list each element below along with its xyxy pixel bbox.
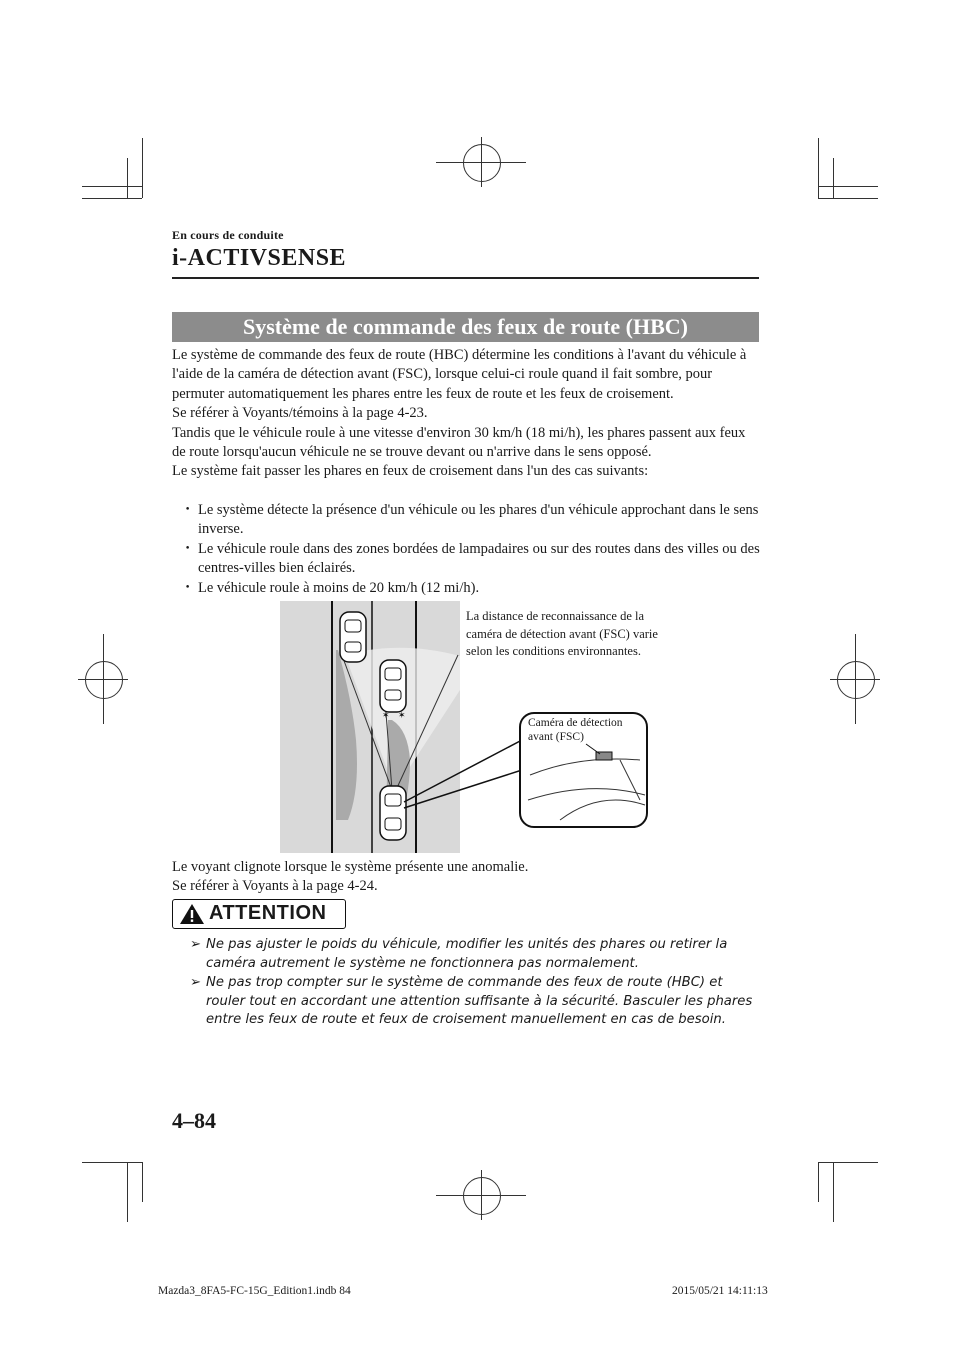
oncoming-vehicle	[340, 612, 366, 662]
page-title: Système de commande des feux de route (HBC)	[172, 312, 759, 342]
attention-item-text: Ne pas ajuster le poids du véhicule, modifier les unités des phares ou retirer la caméra autrement le système ne fonctionnera pas normalement.	[206, 937, 728, 971]
bullet-icon: ･	[184, 579, 192, 596]
camera-label: Caméra de détection avant (FSC)	[528, 717, 623, 743]
arrow-bullet-icon: ➢	[190, 937, 202, 952]
bullet-icon: ･	[184, 502, 192, 518]
page-number: 4–84	[172, 1108, 216, 1133]
anomaly-paragraph: Le voyant clignote lorsque le système présente une anomalie.	[172, 859, 529, 875]
list-item-text: Le véhicule roule à moins de 20 km/h (12 mi/h).	[198, 579, 480, 596]
section-label: En cours de conduite	[172, 228, 284, 242]
list-item	[190, 974, 762, 1030]
warning-icon	[179, 903, 205, 925]
bullet-icon: ･	[184, 540, 192, 557]
chapter-title: i-ACTIVSENSE	[172, 245, 347, 271]
list-item	[190, 936, 762, 973]
attention-item-text: Ne pas trop compter sur le système de commande des feux de route (HBC) et rouler tout en accordant une attention suffisante à la sécurité. Basculer les phares entre les feux de route et feux de croisement manuellement en cas de besoin.	[206, 975, 753, 1027]
footer-filename: Mazda3_8FA5-FC-15G_Edition1.indb 84	[158, 1285, 351, 1297]
intro-paragraph-2: Tandis que le véhicule roule à une vitesse d'environ 30 km/h (18 mi/h), les phares passent aux feux de route lorsqu'aucun véhicule ne se trouve devant ou n'arrive dans le sens opposé.	[172, 424, 746, 461]
anomaly-text	[172, 858, 762, 897]
attention-label: ATTENTION	[209, 902, 327, 924]
intro-paragraph-1: Le système de commande des feux de route (HBC) détermine les conditions à l'avant du véhicule à l'aide de la caméra de détection avant (FSC), lorsque celui-ci roule quand il fait sombre, pour permuter automatiquement les phares entre les feux de route et les feux de croisement.	[172, 347, 747, 402]
intro-paragraph-3: Le système fait passer les phares en feux de croisement dans l'un des cas suivants:	[172, 463, 649, 480]
own-vehicle	[380, 786, 406, 840]
preceding-vehicle	[380, 660, 406, 720]
arrow-bullet-icon: ➢	[190, 975, 202, 990]
footer-timestamp: 2015/05/21 14:11:13	[672, 1285, 768, 1297]
list-item-text: Le véhicule roule dans des zones bordées de lampadaires ou sur des routes dans des villes ou des centres-villes bien éclairés.	[198, 540, 760, 577]
attention-badge	[172, 899, 346, 929]
svg-text:✶: ✶	[382, 710, 390, 720]
list-item-text: Le système détecte la présence d'un véhicule ou les phares d'un véhicule approchant dans le sens inverse.	[198, 502, 759, 538]
attention-list	[190, 936, 762, 1031]
figure-caption: La distance de reconnaissance de la caméra de détection avant (FSC) varie selon les conditions environnantes.	[466, 609, 658, 658]
svg-text:✶: ✶	[398, 710, 406, 720]
intro-reference-link[interactable]: Se référer à Voyants/témoins à la page 4-23.	[172, 405, 428, 422]
anomaly-reference-link[interactable]: Se référer à Voyants à la page 4-24.	[172, 878, 378, 895]
